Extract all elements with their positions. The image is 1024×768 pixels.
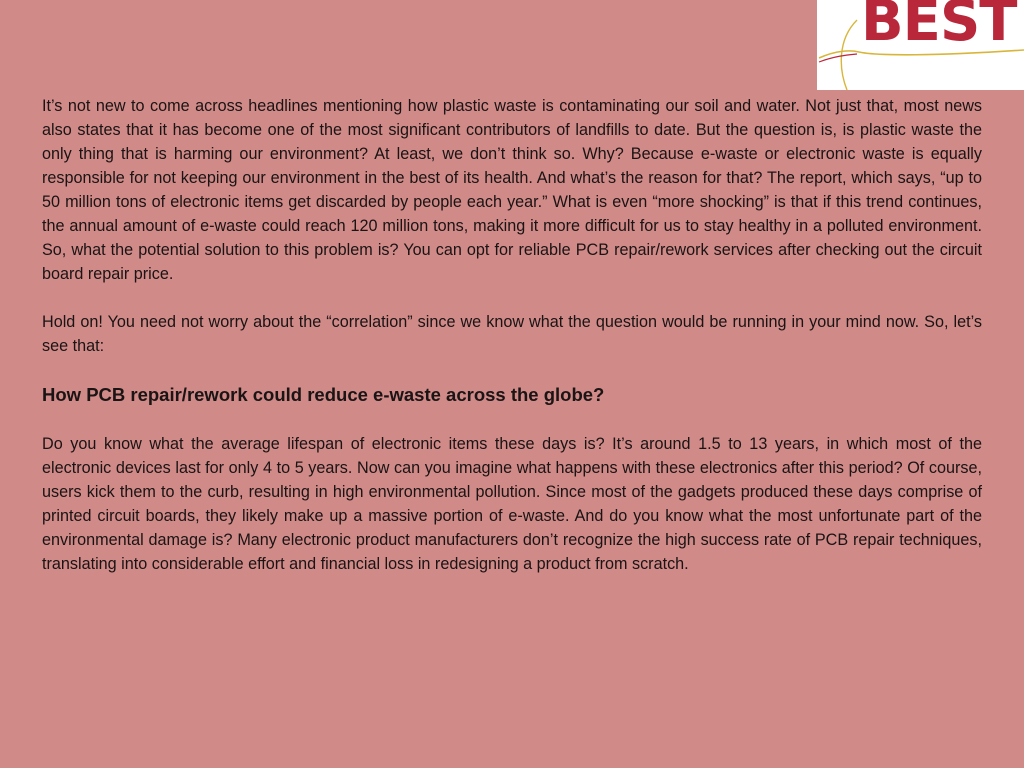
logo-text: BEST <box>861 0 1017 54</box>
paragraph-transition: Hold on! You need not worry about the “correlation” since we know what the question would be running in your mind now. So, let’s see that: <box>42 313 982 355</box>
paragraph-lifespan: Do you know what the average lifespan of electronic items these days is? It’s around 1.5 to 13 years, in which most of the electronic devices last for only 4 to 5 years. Now can you imagine what happens with these electronics after this period? Of course, users kick them to the curb, resulting in high environmental pollution. Since most of the gadgets produced these days comprise of printed circuit boards, they likely make up a massive portion of e-waste. And do you know what the most unfortunate part of the environmental damage is? Many electronic product manufacturers don’t recognize the high success rate of PCB repair techniques, translating into considerable effort and financial loss in redesigning a product from scratch. <box>42 435 982 573</box>
section-heading: How PCB repair/rework could reduce e-waste across the globe? <box>42 384 605 405</box>
paragraph-intro: It’s not new to come across headlines mentioning how plastic waste is contaminating our soil and water. Not just that, most news also states that it has become one of the most significant contributors of landfills to date. But the question is, is plastic waste the only thing that is harming our environment? At least, we don’t think so. Why? Because e-waste or electronic waste is equally responsible for not keeping our environment in the best of its health. And what’s the reason for that? The report, which says, “up to 50 million tons of electronic items get discarded by people each year.” What is even “more shocking” is that if this trend continues, the annual amount of e-waste could reach 120 million tons, making it more difficult for us to stay healthy in a polluted environment. So, what the potential solution to this problem is? You can opt for reliable PCB repair/rework services after checking out the circuit board repair price. <box>42 97 982 283</box>
article <box>42 94 982 576</box>
logo <box>817 0 1024 90</box>
